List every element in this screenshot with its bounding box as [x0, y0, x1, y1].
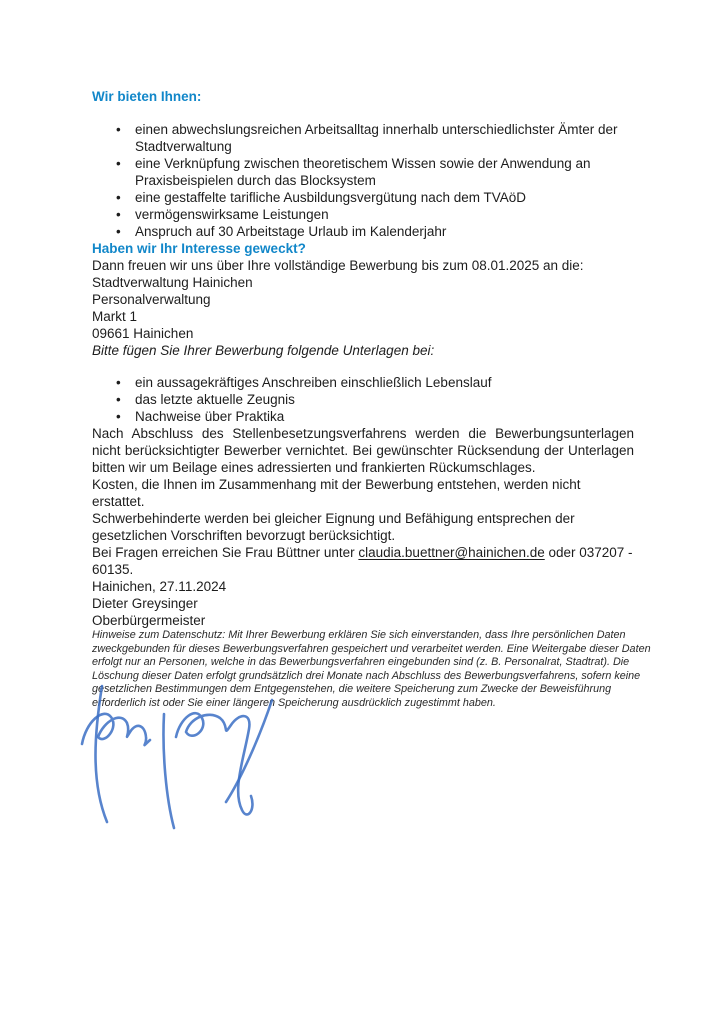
signature-block	[92, 595, 634, 629]
contact-suffix: oder 037207 -	[544, 545, 633, 560]
offer-list-item	[92, 206, 634, 223]
offer-item-text: eine Verknüpfung zwischen theoretischem Wissen sowie der Anwendung an Praxisbeispielen durch das Blocksystem	[135, 156, 591, 188]
offer-item-text: vermögenswirksame Leistungen	[135, 207, 329, 222]
address-line: 09661 Hainichen	[92, 326, 194, 341]
signer-title: Oberbürgermeister	[92, 613, 206, 628]
bullet-icon: •	[116, 224, 121, 239]
offer-list-item	[92, 189, 634, 206]
address-line: Personalverwaltung	[92, 292, 211, 307]
offer-list-item	[92, 223, 634, 240]
notes-paragraph-2: Kosten, die Ihnen im Zusammenhang mit der Bewerbung entstehen, werden nicht erstattet.	[92, 477, 581, 509]
offer-list	[92, 121, 634, 240]
contact-line	[92, 544, 634, 578]
privacy-note: Hinweise zum Datenschutz: Mit Ihrer Bewerbung erklären Sie sich einverstanden, dass Ihre persönlichen Daten zweckgebunden für dieses Bewerbungsverfahren gespeichert und verarbeitet werden. Eine Weitergabe dieser Daten erfolgt nur an Personen, welche in das Bewerbungsverfahren eingebunden sind (z. B. Personalrat, Stadtrat). Die Löschung dieser Daten erfolgt grundsätzlich drei Monate nach Abschluss des Bewerbungsverfahrens, sofern keine gesetzlichen Bestimmungen dem Entgegenstehen, die weitere Speicherung zum Zwecke der Beweisführung erforderlich ist oder Sie einer längeren Speicherung ausdrücklich zugestimmt haben.	[92, 629, 651, 709]
notes-paragraph-1: Nach Abschluss des Stellenbesetzungsverfahrens werden die Bewerbungsunterlagen nicht berücksichtigter Bewerber vernichtet. Bei gewünschter Rücksendung der Unterlagen bitten wir um Beilage eines adressierten und frankierten Rückumschlages.	[92, 426, 634, 475]
documents-item-text: Nachweise über Praktika	[135, 409, 285, 424]
documents-item-text: das letzte aktuelle Zeugnis	[135, 392, 295, 407]
bullet-icon: •	[116, 409, 121, 424]
offer-item-text: eine gestaffelte tarifliche Ausbildungsvergütung nach dem TVAöD	[135, 190, 526, 205]
bullet-icon: •	[116, 392, 121, 407]
place-date: Hainichen, 27.11.2024	[92, 579, 227, 594]
documents-list-item	[92, 408, 634, 425]
offer-list-item	[92, 155, 634, 189]
contact-email: claudia.buettner@hainichen.de	[358, 545, 545, 560]
bullet-icon: •	[116, 190, 121, 205]
documents-intro: Bitte fügen Sie Ihrer Bewerbung folgende Unterlagen bei:	[92, 343, 435, 358]
contact-phone-tail: 60135.	[92, 562, 134, 577]
notes-paragraph-3: Schwerbehinderte werden bei gleicher Eignung und Befähigung entsprechen der gesetzlichen Vorschriften bevorzugt berücksichtigt.	[92, 511, 575, 543]
interest-intro: Dann freuen wir uns über Ihre vollständige Bewerbung bis zum 08.01.2025 an die:	[92, 258, 584, 273]
signer-name: Dieter Greysinger	[92, 596, 198, 611]
letter-content	[92, 88, 651, 711]
bullet-icon: •	[116, 207, 121, 222]
interest-heading: Haben wir Ihr Interesse geweckt?	[92, 241, 306, 256]
documents-item-text: ein aussagekräftiges Anschreiben einschließlich Lebenslauf	[135, 375, 492, 390]
documents-list-item	[92, 391, 634, 408]
offer-item-text: einen abwechslungsreichen Arbeitsalltag innerhalb unterschiedlichster Ämter der Stadtverwaltung	[135, 122, 618, 154]
bullet-icon: •	[116, 375, 121, 390]
offer-heading: Wir bieten Ihnen:	[92, 89, 202, 104]
offer-list-item	[92, 121, 634, 155]
contact-prefix: Bei Fragen erreichen Sie Frau Büttner unter	[92, 545, 359, 560]
documents-list	[92, 374, 634, 425]
documents-list-item	[92, 374, 634, 391]
bullet-icon: •	[116, 122, 121, 137]
offer-item-text: Anspruch auf 30 Arbeitstage Urlaub im Kalenderjahr	[135, 224, 447, 239]
bullet-icon: •	[116, 156, 121, 171]
address-line: Markt 1	[92, 309, 138, 324]
recipient-address	[92, 274, 634, 342]
address-line: Stadtverwaltung Hainichen	[92, 275, 253, 290]
